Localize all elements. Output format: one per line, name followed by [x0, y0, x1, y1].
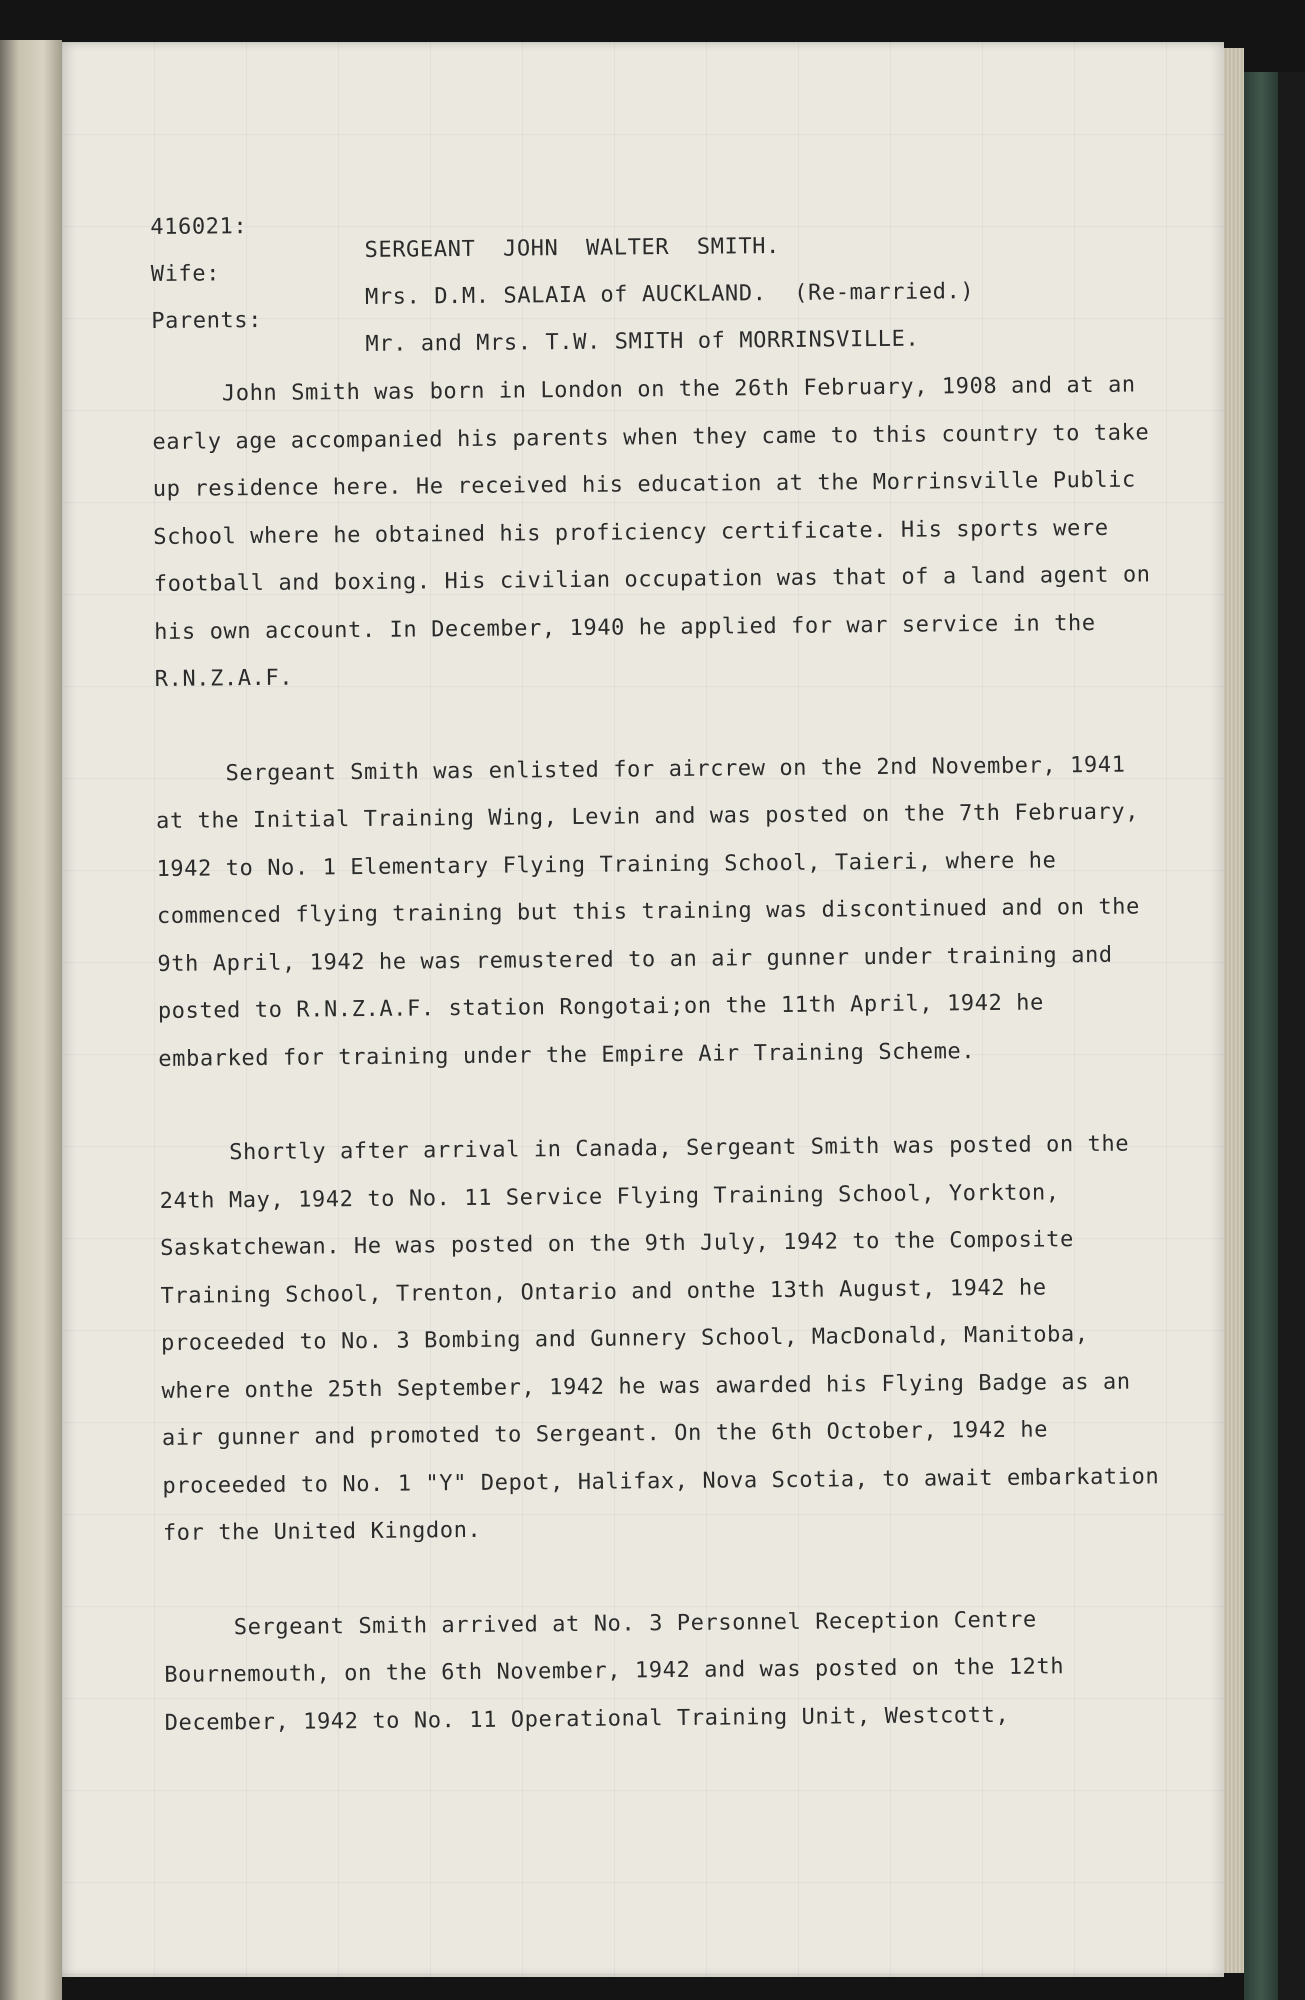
parents-label: Parents: — [151, 307, 263, 334]
paragraph-early-life: John Smith was born in London on the 26th February, 1908 and at an early age accompanied his parents when they came to this country to take up residence here. He received his education at the Morrinsville Public School where he obtained his proficiency certificate. His sports were football and boxing. His civilian occupation was that of a land agent on his own account. In December, 1940 he applied for war service in the R.N.Z.A.F. — [152, 372, 1151, 692]
paragraph-canada-training: Shortly after arrival in Canada, Sergeant Smith was posted on the 24th May, 1942 to No. 11 Service Flying Training School, Yorkton, Saskatchewan. He was posted on the 9th July, 1942 to the Composite Training School, Trenton, Ontario and onthe 13th August, 1942 he proceeded to No. 3 Bombing and Gunnery School, MacDonald, Manitoba, where onthe 25th September, 1942 he was awarded his Flying Badge as an air gunner and promoted to Sergeant. On the 6th October, 1942 he proceeded to No. 1 "Y" Depot, Halifax, Nova Scotia, to await embarkation for the United Kingdon. — [159, 1131, 1160, 1546]
parents-row — [151, 274, 1151, 357]
page-stack-edge — [1224, 48, 1244, 1973]
paragraph-united-kingdom: Sergeant Smith arrived at No. 3 Personnel Reception Centre Bournemouth, on the 6th November, 1942 and was posted on the 12th December, 1942 to No. 11 Operational Training Unit, Westcott, — [164, 1607, 1065, 1736]
background-edge — [1278, 72, 1305, 2000]
service-number-label: 416021: — [150, 214, 248, 240]
wife-label: Wife: — [150, 261, 221, 287]
service-name: SERGEANT JOHN WALTER SMITH. — [364, 233, 781, 263]
wife-value: Mrs. D.M. SALAIA of AUCKLAND. (Re-married.) — [364, 279, 975, 310]
typed-record — [150, 180, 1165, 1747]
parents-value: Mr. and Mrs. T.W. SMITH of MORRINSVILLE. — [365, 326, 920, 357]
book-spine — [1244, 72, 1278, 2000]
left-page-edge — [0, 40, 62, 2000]
paragraph-enlistment: Sergeant Smith was enlisted for aircrew on the 2nd November, 1941 at the Initial Training Wing, Levin and was posted on the 7th February, 1942 to No. 1 Elementary Flying Training School, Taieri, where he commenced flying training but this training was discontinued and on the 9th April, 1942 he was remustered to an air gunner under training and posted to R.N.Z.A.F. station Rongotai;on the 11th April, 1942 he embarked for training under the Empire Air Training Scheme. — [155, 752, 1141, 1072]
